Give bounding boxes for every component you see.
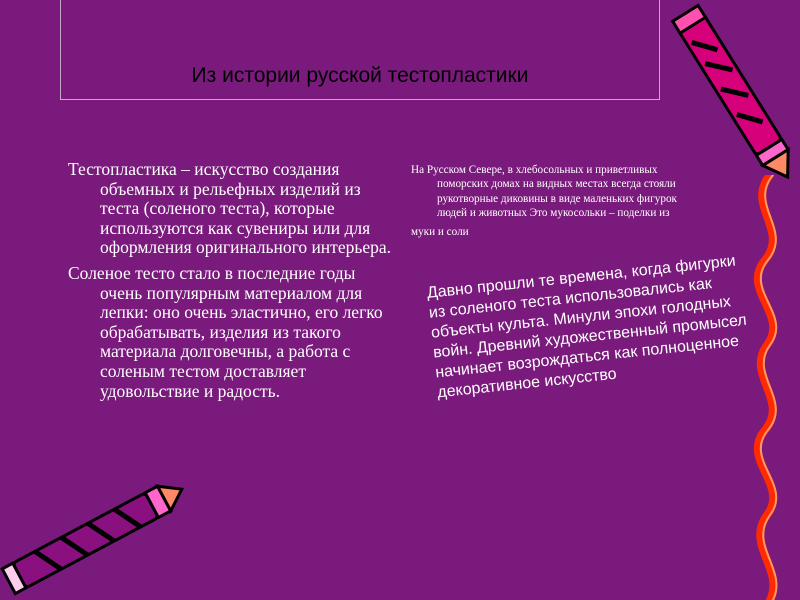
- rotated-text: Давно прошли те времена, когда фигурки из соленого теста использовались как объекты культа. Минули эпохи голодных войн. Древний художественный промысел начинает возрождаться как полноценное декоративное искусство: [426, 252, 748, 402]
- main-text: [68, 160, 398, 407]
- paragraph-salt-dough: Соленое тесто стало в последние годы очень популярным материалом для лепки: оно очень эластично, его легко обрабатывать, изделия из такого материала долговечны, а работа с соленым тестом доставляет удовольствие и радость.: [68, 262, 383, 401]
- crayon-icon: [0, 478, 190, 600]
- wavy-ribbon-icon: [735, 175, 800, 600]
- paragraph-definition: Тестопластика – искусство создания объемных и рельефных изделий из теста (соленого теста), которые используются как сувениры или для оформления оригинального интерьера.: [68, 159, 391, 258]
- slide-title: Из истории русской тестопластики: [191, 63, 529, 87]
- title-frame: [60, 0, 660, 100]
- crayon-icon: [662, 0, 792, 185]
- paragraph-north: На Русском Севере, в хлебосольных и приветливых поморских домах на видных местах всегда стояли рукотворные диковины в виде маленьких фигурок людей и животных Это мукосольки – поделки из: [411, 164, 677, 220]
- paragraph-flour-salt: муки и соли: [411, 225, 469, 238]
- side-text: [411, 163, 701, 243]
